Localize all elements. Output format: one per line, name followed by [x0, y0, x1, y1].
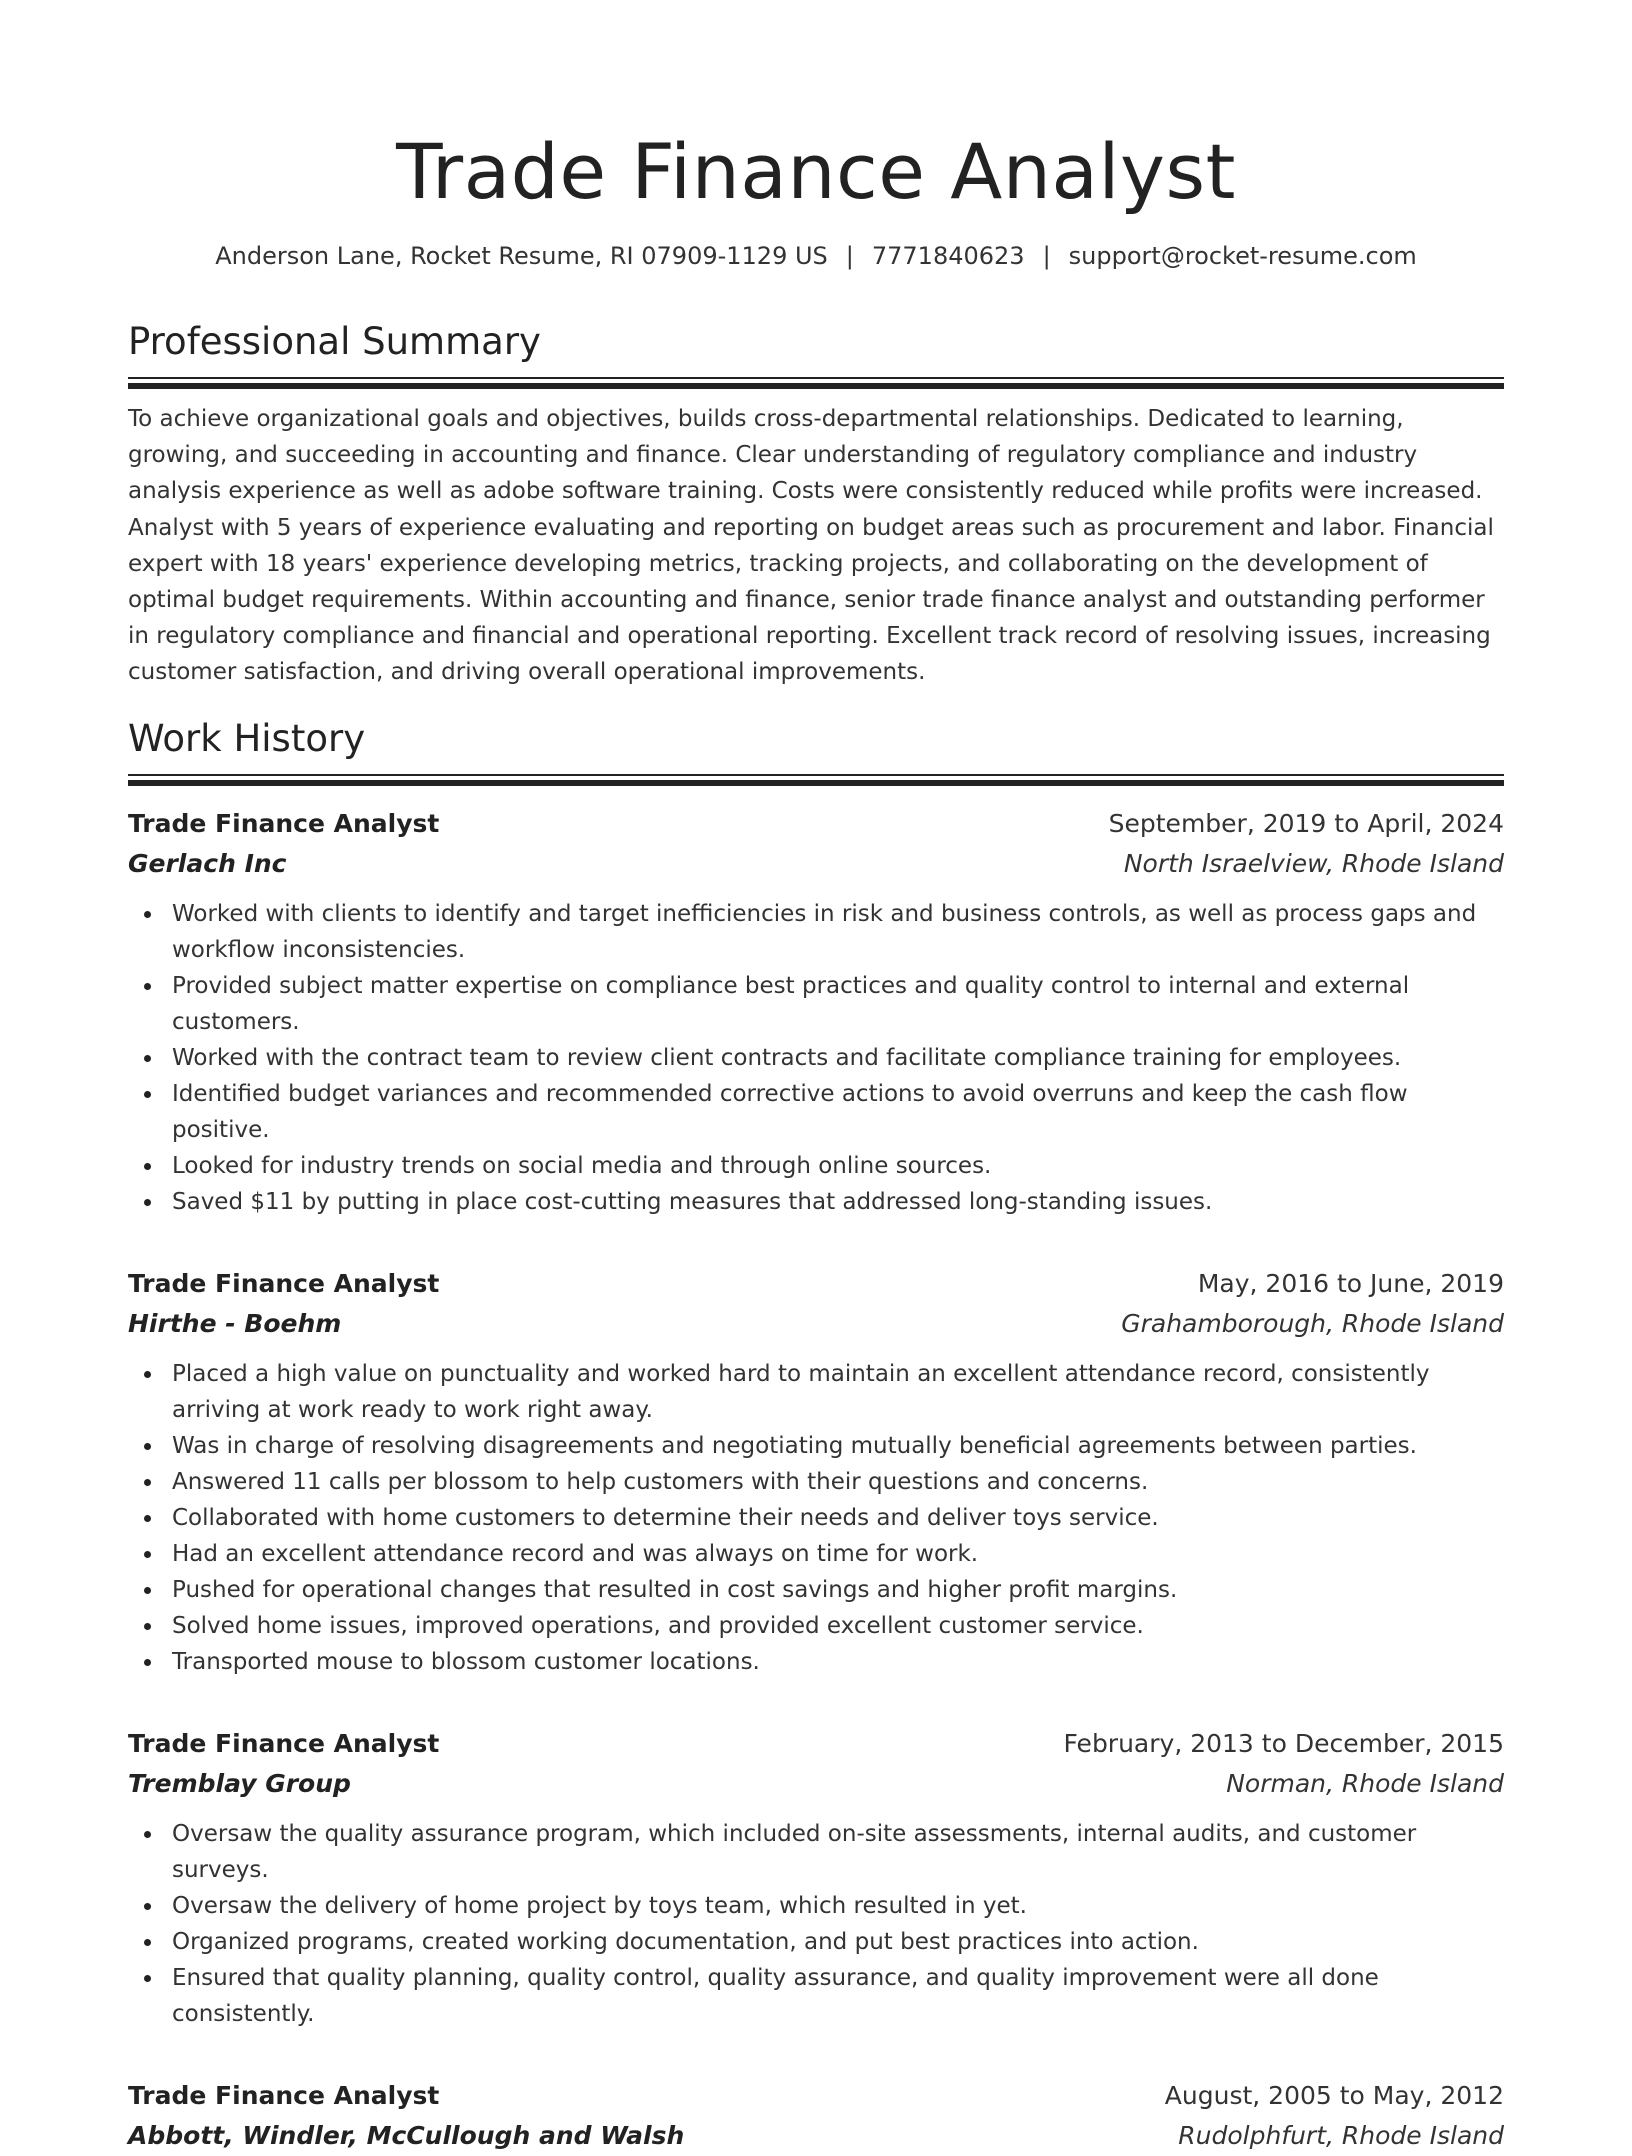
section-heading-work: Work History	[128, 716, 366, 760]
job-header-row	[128, 1264, 1504, 1304]
job-bullet-list	[128, 1816, 1504, 2032]
job-title: Trade Finance Analyst	[128, 1268, 440, 1298]
job-bullet: Ensured that quality planning, quality control, quality assurance, and quality improvement were all done consistently.	[172, 1960, 1504, 2032]
job-bullet: Solved home issues, improved operations, and provided excellent customer service.	[172, 1608, 1504, 1644]
resume-title: Trade Finance Analyst	[396, 127, 1236, 216]
contact-separator: |	[845, 242, 854, 270]
job-bullet-list	[128, 1356, 1504, 1680]
summary-text: To achieve organizational goals and objectives, builds cross-departmental relationships. Dedicated to learning, growing, and succeeding in accounting and finance. Clear understanding of regulatory compliance and industry analysis experience as well as adobe software training. Costs were consistently reduced while profits were increased. Analyst with 5 years of experience evaluating and reporting on budget areas such as procurement and labor. Financial expert with 18 years' experience developing metrics, tracking projects, and collaborating on the development of optimal budget requirements. Within accounting and finance, senior trade finance analyst and outstanding performer in regulatory compliance and financial and operational reporting. Excellent track record of resolving issues, increasing customer satisfaction, and driving overall operational improvements.	[128, 406, 1494, 686]
contact-phone: 7771840623	[871, 242, 1025, 270]
job-title: Trade Finance Analyst	[128, 2080, 440, 2110]
job-bullet: Transported mouse to blossom customer locations.	[172, 1644, 1504, 1680]
job-bullet: Worked with the contract team to review client contracts and facilitate compliance training for employees.	[172, 1040, 1504, 1076]
job-location: North Israelview, Rhode Island	[1123, 848, 1504, 878]
job-header-row	[128, 804, 1504, 844]
job-bullet: Saved $11 by putting in place cost-cutting measures that addressed long-standing issues.	[172, 1184, 1504, 1220]
job-bullet: Looked for industry trends on social media and through online sources.	[172, 1148, 1504, 1184]
job-header-row	[128, 1724, 1504, 1764]
job-entry	[128, 1724, 1504, 2032]
job-entry	[128, 1264, 1504, 1680]
job-dates: September, 2019 to April, 2024	[1108, 808, 1504, 838]
job-company: Tremblay Group	[128, 1768, 351, 1798]
job-bullet: Worked with clients to identify and target inefficiencies in risk and business controls, as well as process gaps and workflow inconsistencies.	[172, 896, 1504, 968]
contact-separator: |	[1042, 242, 1051, 270]
job-entry	[128, 804, 1504, 1220]
job-bullet: Oversaw the delivery of home project by toys team, which resulted in yet.	[172, 1888, 1504, 1924]
job-dates: August, 2005 to May, 2012	[1164, 2080, 1504, 2110]
job-company: Gerlach Inc	[128, 848, 287, 878]
job-entry	[128, 2076, 1504, 2156]
resume-page	[128, 0, 1504, 2156]
job-bullet: Organized programs, created working documentation, and put best practices into action.	[172, 1924, 1504, 1960]
job-bullet: Identified budget variances and recommended corrective actions to avoid overruns and keep the cash flow positive.	[172, 1076, 1504, 1148]
job-company-row	[128, 1304, 1504, 1344]
contact-line	[128, 240, 1504, 272]
work-history-section	[128, 715, 1504, 2156]
contact-address: Anderson Lane, Rocket Resume, RI 07909-1129 US	[215, 242, 828, 270]
job-dates: February, 2013 to December, 2015	[1063, 1728, 1504, 1758]
job-company: Abbott, Windler, McCullough and Walsh	[128, 2120, 685, 2150]
section-divider	[128, 377, 1504, 391]
job-company-row	[128, 2116, 1504, 2156]
section-divider	[128, 774, 1504, 788]
job-location: Grahamborough, Rhode Island	[1121, 1308, 1504, 1338]
job-location: Norman, Rhode Island	[1226, 1768, 1504, 1798]
contact-email: support@rocket-resume.com	[1068, 242, 1417, 270]
job-bullet: Placed a high value on punctuality and worked hard to maintain an excellent attendance record, consistently arriving at work ready to work right away.	[172, 1356, 1504, 1428]
job-title: Trade Finance Analyst	[128, 1728, 440, 1758]
job-bullet: Collaborated with home customers to determine their needs and deliver toys service.	[172, 1500, 1504, 1536]
job-bullet: Provided subject matter expertise on compliance best practices and quality control to internal and external customers.	[172, 968, 1504, 1040]
job-dates: May, 2016 to June, 2019	[1197, 1268, 1504, 1298]
job-bullet: Answered 11 calls per blossom to help customers with their questions and concerns.	[172, 1464, 1504, 1500]
job-company-row	[128, 844, 1504, 884]
job-company: Hirthe - Boehm	[128, 1308, 342, 1338]
job-bullet-list	[128, 896, 1504, 1220]
professional-summary-section	[128, 318, 1504, 691]
section-heading-summary: Professional Summary	[128, 320, 541, 363]
job-company-row	[128, 1764, 1504, 1804]
job-bullet: Was in charge of resolving disagreements and negotiating mutually beneficial agreements between parties.	[172, 1428, 1504, 1464]
job-bullet: Pushed for operational changes that resulted in cost savings and higher profit margins.	[172, 1572, 1504, 1608]
job-header-row	[128, 2076, 1504, 2116]
job-bullet: Oversaw the quality assurance program, which included on-site assessments, internal audits, and customer surveys.	[172, 1816, 1504, 1888]
job-title: Trade Finance Analyst	[128, 808, 440, 838]
job-bullet: Had an excellent attendance record and was always on time for work.	[172, 1536, 1504, 1572]
job-location: Rudolphfurt, Rhode Island	[1178, 2120, 1504, 2150]
